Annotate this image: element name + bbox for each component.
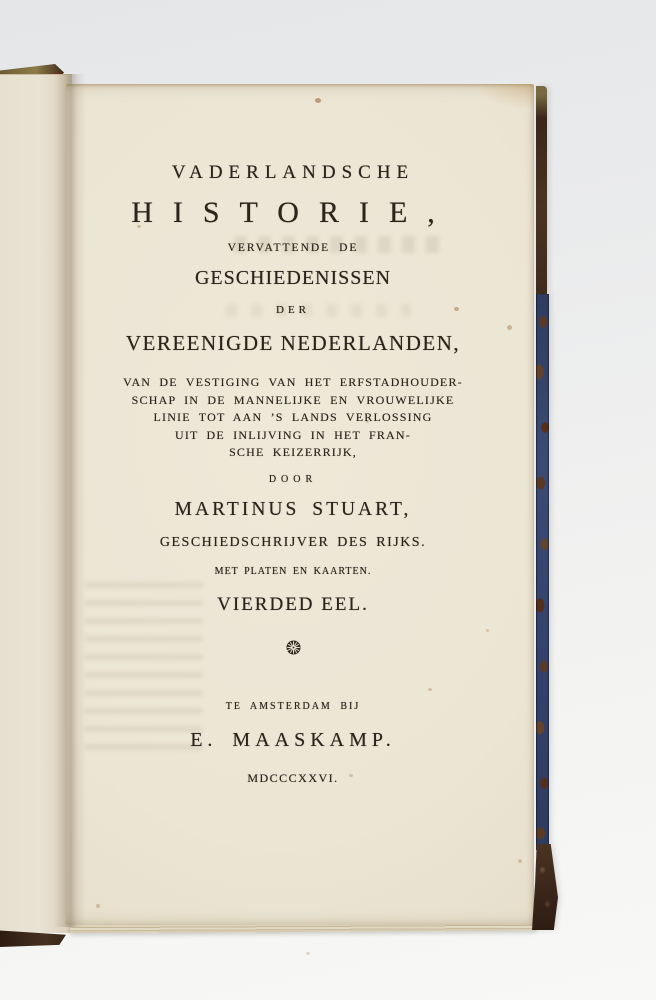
scope-line: SCHE KEIZERRIJK, xyxy=(229,445,357,459)
author-title: GESCHIEDSCHRIJVER DES RIJKS. xyxy=(159,535,427,550)
subtitle: GESCHIEDENISSEN xyxy=(194,267,392,289)
scope-paragraph xyxy=(66,374,520,462)
connector-vervattende: VERVATTENDE DE xyxy=(227,242,359,254)
foxing-spot xyxy=(507,325,512,330)
scope-line: VAN DE VESTIGING VAN HET ERFSTADHOUDER- xyxy=(123,375,463,389)
author-name: MARTINUS STUART, xyxy=(174,499,412,520)
connector-der: DER xyxy=(276,304,310,316)
left-blank-page xyxy=(0,74,72,933)
foxing-spot xyxy=(96,904,100,908)
ornament-row xyxy=(66,640,520,656)
imprint-place: TE AMSTERDAM BIJ xyxy=(225,701,361,712)
title-page xyxy=(66,84,534,925)
foxing-spot xyxy=(518,859,522,863)
foxing-spot xyxy=(428,688,432,691)
volume-statement: VIERDED EEL. xyxy=(217,594,369,615)
foxing-spot xyxy=(486,629,489,632)
plates-note: MET PLATEN EN KAARTEN. xyxy=(214,566,372,577)
publisher-name: E. MAASKAMP. xyxy=(190,729,396,751)
imprint-year: MDCCCXXVI. xyxy=(247,771,339,785)
scope-line: LINIE TOT AAN ’S LANDS VERLOSSING xyxy=(153,410,433,424)
series-title: VADERLANDSCHE xyxy=(171,162,415,183)
scope-line: UIT DE INLIJVING IN HET FRAN- xyxy=(174,427,411,442)
foxing-spot xyxy=(315,98,321,103)
scope-line: SCHAP IN DE MANNELIJKE EN VROUWELIJKE xyxy=(131,392,455,407)
foxing-spot xyxy=(306,952,310,955)
connector-door: DOOR xyxy=(268,474,318,485)
board-corner-bottom xyxy=(532,844,558,930)
main-title: HISTORIE, xyxy=(131,196,455,229)
board-edge-top xyxy=(536,86,547,298)
fore-edge xyxy=(534,86,560,932)
marbled-board-edge xyxy=(536,294,549,850)
subject-line: VEREENIGDE NEDERLANDEN, xyxy=(125,331,461,355)
printer-rosette-icon xyxy=(286,640,301,655)
